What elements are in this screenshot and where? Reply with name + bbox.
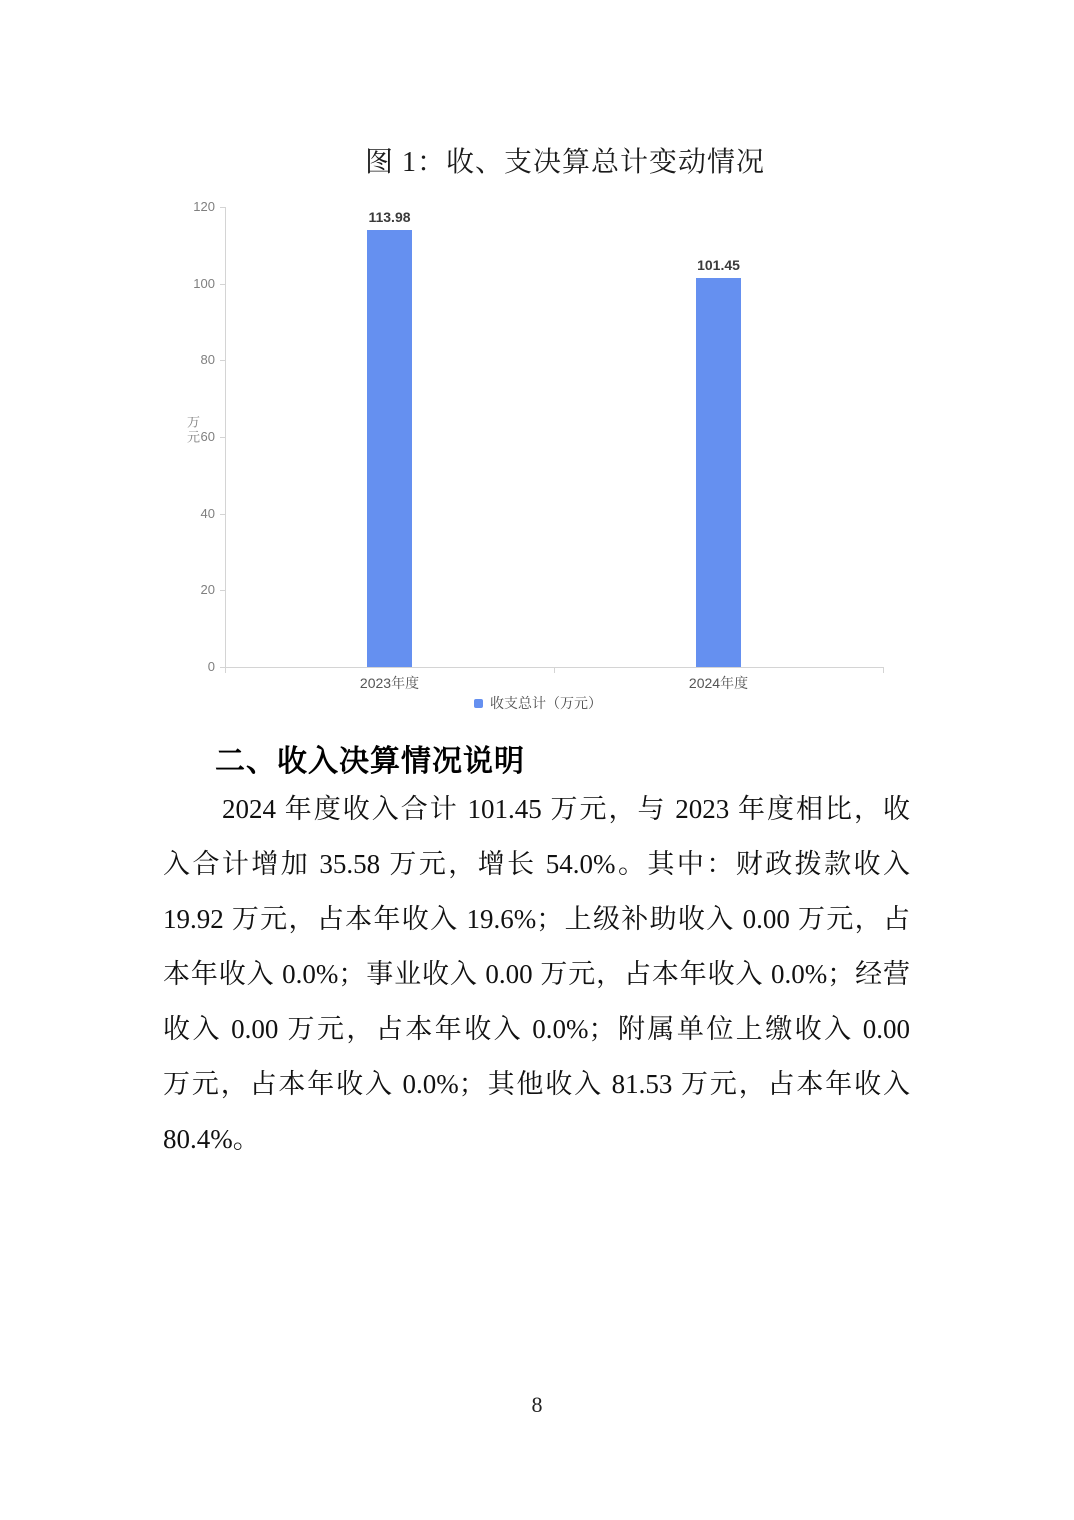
paragraph-line: 万元，占本年收入 0.0%；其他收入 81.53 万元，占本年收入: [163, 1069, 910, 1099]
y-tick-label: 40: [200, 505, 215, 521]
figure-title: 图 1：收、支决算总计变动情况: [364, 147, 765, 178]
y-axis-label: 万元: [185, 415, 200, 445]
legend-marker-icon: [474, 699, 483, 708]
chart-bar: [367, 230, 412, 667]
y-tick-mark: [220, 437, 225, 438]
y-tick-mark: [220, 514, 225, 515]
y-tick-mark: [220, 284, 225, 285]
y-tick-mark: [220, 590, 225, 591]
y-tick-mark: [220, 360, 225, 361]
paragraph-line: 入合计增加 35.58 万元，增长 54.0%。其中：财政拨款收入: [163, 849, 910, 879]
legend-label: 收支总计（万元）: [490, 695, 602, 711]
x-category-label: 2024年度: [688, 675, 749, 691]
y-tick-label: 60: [200, 429, 215, 444]
y-tick-label: 80: [200, 352, 215, 368]
x-category-label: 2023年度: [359, 675, 420, 691]
page-number: 8: [531, 1392, 543, 1417]
chart-plot-area: [225, 207, 884, 668]
section-heading: 二、收入决算情况说明: [215, 745, 525, 778]
y-tick-label: 100: [193, 275, 215, 291]
paragraph-line: 2024 年度收入合计 101.45 万元，与 2023 年度相比，收: [222, 794, 910, 824]
y-tick-label: 20: [200, 582, 215, 598]
body-paragraph: [163, 782, 910, 1167]
chart-bar: [696, 278, 741, 667]
chart-legend: [183, 693, 893, 713]
paragraph-line: 19.92 万元，占本年收入 19.6%；上级补助收入 0.00 万元，占: [163, 904, 910, 934]
x-tick-mark: [883, 668, 884, 673]
bar-value-label: 101.45: [697, 257, 740, 274]
y-tick-label: 0: [207, 659, 215, 674]
paragraph-line: 本年收入 0.0%；事业收入 0.00 万元，占本年收入 0.0%；经营: [163, 959, 910, 989]
x-tick-mark: [554, 668, 555, 673]
bar-chart: [183, 195, 893, 715]
paragraph-line: 收入 0.00 万元，占本年收入 0.0%；附属单位上缴收入 0.00: [163, 1014, 910, 1044]
bar-value-label: 113.98: [368, 209, 411, 226]
y-tick-mark: [220, 207, 225, 208]
y-tick-label: 120: [193, 199, 215, 214]
x-tick-mark: [225, 668, 226, 673]
paragraph-line: 80.4%。: [163, 1124, 260, 1154]
